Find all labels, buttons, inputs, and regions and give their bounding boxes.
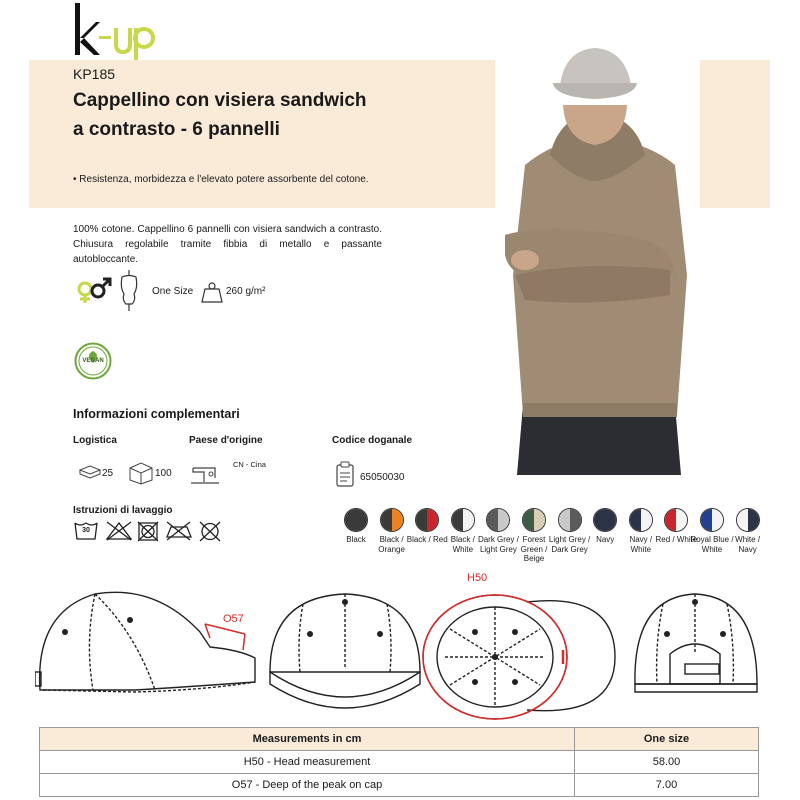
- color-swatch[interactable]: [380, 508, 404, 532]
- unisex-gender-icon: [73, 276, 113, 304]
- customs-value: 65050030: [360, 472, 405, 483]
- origin-label: Paese d'origine: [189, 435, 263, 446]
- color-swatch[interactable]: [593, 508, 617, 532]
- weight-label: 260 g/m²: [226, 286, 266, 297]
- product-title: Cappellino con visiera sandwich a contrasto - 6 pannelli: [73, 90, 367, 140]
- swatch-secondary: [356, 509, 367, 531]
- swatch-secondary: [570, 509, 581, 531]
- product-bullet: • Resistenza, morbidezza e l'elevato potere assorbente del cotone.: [73, 174, 369, 185]
- color-swatch[interactable]: [344, 508, 368, 532]
- swatch-primary: [452, 509, 463, 531]
- row-value: 58.00: [575, 751, 759, 774]
- product-code: KP185: [73, 66, 116, 82]
- swatch-primary: [665, 509, 676, 531]
- row-name: O57 - Deep of the peak on cap: [40, 774, 575, 797]
- swatch-primary: [416, 509, 427, 531]
- table-row: [40, 774, 759, 797]
- swatch-secondary: [605, 509, 616, 531]
- table-header-measurement: Measurements in cm: [40, 728, 575, 751]
- row-name: H50 - Head measurement: [40, 751, 575, 774]
- box-icon: [128, 461, 154, 485]
- model-photo: [495, 45, 700, 475]
- color-swatch[interactable]: [664, 508, 688, 532]
- swatch-secondary: [676, 509, 687, 531]
- color-swatch[interactable]: [415, 508, 439, 532]
- measurements-table: [39, 727, 759, 797]
- swatch-secondary: [498, 509, 509, 531]
- color-swatch[interactable]: [558, 508, 582, 532]
- color-swatch-label: Navy: [596, 535, 615, 544]
- color-swatch-label: Black / Orange: [378, 535, 405, 554]
- color-swatch-label: Dark Grey / Light Grey: [477, 535, 519, 554]
- product-description: 100% cotone. Cappellino 6 pannelli con visiera sandwich a contrasto. Chiusura regolabile tramite fibbia di metallo e passante autobloccante.: [73, 224, 382, 265]
- table-header-size: One size: [575, 728, 759, 751]
- wash-temperature: 30: [82, 527, 90, 534]
- customs-label: Codice doganale: [332, 435, 413, 446]
- wash-label: Istruzioni di lavaggio: [73, 505, 173, 516]
- swatch-secondary: [748, 509, 759, 531]
- color-swatch[interactable]: [522, 508, 546, 532]
- origin-value: CN - Cina: [233, 460, 266, 469]
- clipboard-icon: [335, 461, 355, 487]
- swatch-primary: [737, 509, 748, 531]
- color-swatch[interactable]: [736, 508, 760, 532]
- vegan-label: VEGAN: [82, 358, 104, 364]
- brand-logo: [72, 0, 162, 60]
- color-swatch[interactable]: [629, 508, 653, 532]
- weight-icon: [201, 281, 223, 303]
- mannequin-icon: [118, 270, 140, 312]
- swatch-secondary: [427, 509, 438, 531]
- swatch-primary: [523, 509, 534, 531]
- swatch-secondary: [392, 509, 403, 531]
- cap-technical-drawings: [35, 572, 765, 722]
- peak-label: O57: [223, 613, 244, 625]
- swatch-secondary: [463, 509, 474, 531]
- sewing-machine-icon: [190, 460, 220, 486]
- swatch-primary: [345, 509, 356, 531]
- color-swatch-label: Black / White: [450, 535, 475, 554]
- color-swatch-label: White / Navy: [735, 535, 761, 554]
- table-header-row: [40, 728, 759, 751]
- head-label: H50: [467, 572, 488, 584]
- swatch-secondary: [712, 509, 723, 531]
- logistics-small-count: 25: [102, 468, 114, 479]
- color-swatch-label: Light Grey / Dark Grey: [548, 535, 591, 554]
- color-swatch[interactable]: [700, 508, 724, 532]
- row-value: 7.00: [575, 774, 759, 797]
- wash-symbols: [74, 520, 224, 542]
- logistics-label: Logistica: [73, 435, 117, 446]
- size-label: One Size: [152, 286, 194, 297]
- logistics-box-count: 100: [155, 468, 172, 479]
- color-swatch-label: Navy / White: [629, 535, 653, 554]
- table-row: [40, 751, 759, 774]
- color-swatch[interactable]: [486, 508, 510, 532]
- swatch-secondary: [534, 509, 545, 531]
- small-package-icon: [78, 464, 102, 480]
- swatch-primary: [381, 509, 392, 531]
- color-swatch-label: Black / Red: [406, 535, 448, 544]
- swatch-primary: [630, 509, 641, 531]
- swatch-secondary: [641, 509, 652, 531]
- info-heading: Informazioni complementari: [73, 407, 240, 421]
- color-swatch-label: Red / White: [655, 535, 698, 544]
- swatch-primary: [701, 509, 712, 531]
- color-swatch-label: Forest Green / Beige: [520, 535, 548, 563]
- color-swatch-label: Royal Blue / White: [690, 535, 734, 554]
- swatch-primary: [487, 509, 498, 531]
- swatch-primary: [559, 509, 570, 531]
- swatch-primary: [594, 509, 605, 531]
- color-swatch[interactable]: [451, 508, 475, 532]
- color-swatch-label: Black: [346, 535, 366, 544]
